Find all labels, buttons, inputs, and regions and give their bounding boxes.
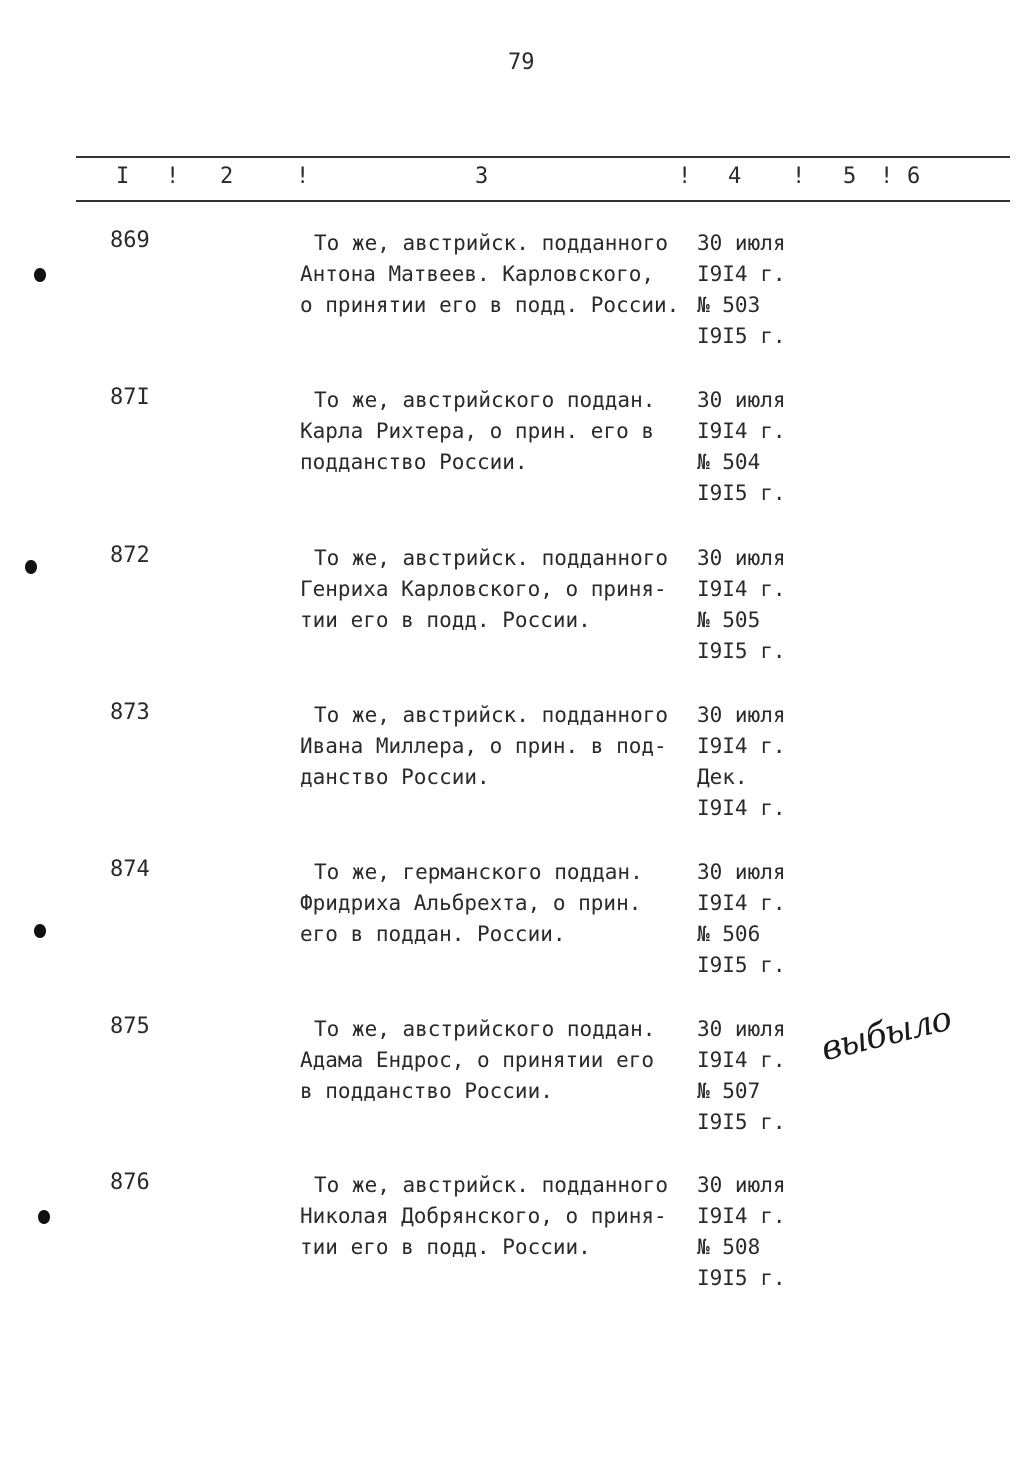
entry-row	[0, 857, 1024, 1007]
entry-number: 872	[110, 543, 150, 568]
description-line: То же, австрийск. подданного	[314, 231, 669, 255]
date-line: 30 июля	[697, 1017, 786, 1041]
description-line: данство России.	[300, 765, 490, 789]
entry-number: 874	[110, 857, 150, 882]
date-line: 30 июля	[697, 231, 786, 255]
description-line: Ивана Миллера, о прин. в под-	[300, 734, 667, 758]
date-line: № 508	[697, 1235, 761, 1259]
date-line: I9I5 г.	[697, 953, 786, 977]
date-line: № 505	[697, 608, 761, 632]
date-line: № 504	[697, 450, 761, 474]
date-line: 30 июля	[697, 546, 786, 570]
description-line: То же, австрийск. подданного	[314, 546, 669, 570]
entry-description	[300, 700, 668, 793]
punch-hole-mark	[38, 1210, 50, 1224]
entry-dates	[697, 543, 786, 667]
date-line: Дек.	[697, 765, 748, 789]
entry-description	[300, 1014, 655, 1107]
header-col-5: 5	[843, 164, 857, 189]
description-line: Адама Ендрос, о принятии его	[300, 1048, 655, 1072]
description-line: Николая Добрянского, о приня-	[300, 1204, 667, 1228]
punch-hole-mark	[34, 924, 46, 938]
header-col-1: I	[116, 164, 130, 189]
description-line: Фридриха Альбрехта, о прин.	[300, 891, 642, 915]
description-line: То же, австрийск. подданного	[314, 1173, 669, 1197]
entry-row	[0, 700, 1024, 850]
date-line: I9I4 г.	[697, 577, 786, 601]
entry-dates	[697, 700, 786, 824]
entry-row	[0, 228, 1024, 378]
header-col-6: 6	[907, 164, 921, 189]
entry-number: 873	[110, 700, 150, 725]
entry-dates	[697, 1014, 786, 1138]
date-line: I9I5 г.	[697, 481, 786, 505]
description-line: То же, австрийск. подданного	[314, 703, 669, 727]
entry-description	[300, 543, 668, 636]
header-col-2: 2	[220, 164, 234, 189]
date-line: I9I4 г.	[697, 262, 786, 286]
date-line: I9I4 г.	[697, 419, 786, 443]
date-line: 30 июля	[697, 860, 786, 884]
header-separator: !	[880, 164, 894, 189]
date-line: I9I4 г.	[697, 796, 786, 820]
description-line: Генриха Карловского, о приня-	[300, 577, 667, 601]
header-separator: !	[296, 164, 310, 189]
punch-hole-mark	[34, 268, 46, 282]
entry-dates	[697, 1170, 786, 1294]
description-line: То же, австрийского поддан.	[314, 1017, 656, 1041]
entry-description	[300, 1170, 668, 1263]
entry-number: 869	[110, 228, 150, 253]
description-line: Антона Матвеев. Карловского,	[300, 262, 655, 286]
date-line: № 503	[697, 293, 761, 317]
description-line: тии его в подд. России.	[300, 608, 591, 632]
description-line: То же, германского поддан.	[314, 860, 643, 884]
header-separator: !	[792, 164, 806, 189]
header-separator: !	[166, 164, 180, 189]
date-line: I9I5 г.	[697, 1110, 786, 1134]
page-number: 79	[508, 50, 535, 75]
date-line: I9I4 г.	[697, 891, 786, 915]
header-top-rule	[76, 156, 1010, 158]
description-line: То же, австрийского поддан.	[314, 388, 656, 412]
description-line: его в поддан. России.	[300, 922, 566, 946]
header-bottom-rule	[76, 200, 1010, 202]
date-line: 30 июля	[697, 1173, 786, 1197]
description-line: подданство России.	[300, 450, 528, 474]
handwritten-annotation: выбыло	[817, 998, 955, 1070]
header-separator: !	[678, 164, 692, 189]
date-line: I9I5 г.	[697, 1266, 786, 1290]
date-line: I9I5 г.	[697, 639, 786, 663]
entry-row	[0, 385, 1024, 535]
entry-description	[300, 228, 679, 321]
description-line: Карла Рихтера, о прин. его в	[300, 419, 655, 443]
entry-dates	[697, 228, 786, 352]
date-line: № 507	[697, 1079, 761, 1103]
description-line: о принятии его в подд. России.	[300, 293, 680, 317]
entry-description	[300, 385, 655, 478]
entry-number: 875	[110, 1014, 150, 1039]
date-line: I9I4 г.	[697, 734, 786, 758]
date-line: 30 июля	[697, 388, 786, 412]
entry-number: 87I	[110, 385, 150, 410]
entry-row	[0, 543, 1024, 693]
entry-dates	[697, 857, 786, 981]
date-line: I9I5 г.	[697, 324, 786, 348]
entry-dates	[697, 385, 786, 509]
header-col-4: 4	[728, 164, 742, 189]
date-line: 30 июля	[697, 703, 786, 727]
date-line: I9I4 г.	[697, 1048, 786, 1072]
description-line: в подданство России.	[300, 1079, 553, 1103]
entry-row	[0, 1170, 1024, 1320]
description-line: тии его в подд. России.	[300, 1235, 591, 1259]
header-col-3: 3	[475, 164, 489, 189]
entry-number: 876	[110, 1170, 150, 1195]
punch-hole-mark	[25, 560, 37, 574]
date-line: № 506	[697, 922, 761, 946]
entry-description	[300, 857, 643, 950]
date-line: I9I4 г.	[697, 1204, 786, 1228]
